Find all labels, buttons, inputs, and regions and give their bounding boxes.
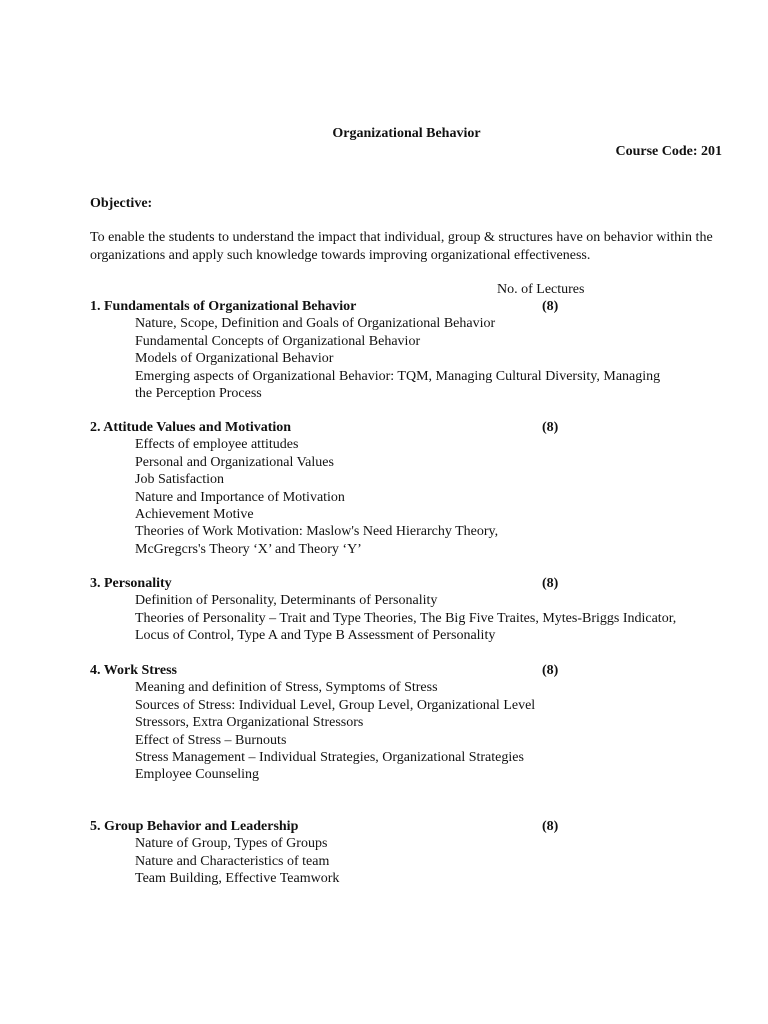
unit-lecture-count: (8) xyxy=(542,420,559,435)
unit-topic-list xyxy=(135,592,735,644)
unit-title: 3. Personality xyxy=(90,576,172,591)
objective-heading: Objective: xyxy=(90,196,153,211)
unit-topic: Nature and Importance of Motivation xyxy=(135,489,345,505)
unit-topic: Theories of Personality – Trait and Type Theories, The Big Five Traites, Mytes-Briggs Indicator, xyxy=(135,610,677,626)
unit-topic-list xyxy=(135,835,735,887)
lectures-column-header: No. of Lectures xyxy=(497,282,585,297)
unit-title: 1. Fundamentals of Organizational Behavior xyxy=(90,299,357,314)
unit-topic-list xyxy=(135,436,735,558)
unit-lecture-count: (8) xyxy=(542,663,559,678)
unit-title: 5. Group Behavior and Leadership xyxy=(90,819,299,834)
unit-topic: Meaning and definition of Stress, Symptoms of Stress xyxy=(135,680,438,696)
unit-topic: Locus of Control, Type A and Type B Assessment of Personality xyxy=(135,628,496,644)
course-code: Course Code: 201 xyxy=(615,144,722,159)
unit-title: 4. Work Stress xyxy=(90,663,177,678)
unit-topic: the Perception Process xyxy=(135,385,262,401)
unit-lecture-count: (8) xyxy=(542,819,559,834)
unit-topic: Job Satisfaction xyxy=(135,472,225,488)
unit-topic: Emerging aspects of Organizational Behavior: TQM, Managing Cultural Diversity, Managing xyxy=(135,368,661,384)
unit-topic: Effect of Stress – Burnouts xyxy=(135,732,287,748)
unit-lecture-count: (8) xyxy=(542,576,559,591)
unit-topic: Personal and Organizational Values xyxy=(135,454,334,470)
unit-topic: Employee Counseling xyxy=(135,767,260,783)
unit-topic: Sources of Stress: Individual Level, Group Level, Organizational Level xyxy=(135,697,536,713)
unit-topic: Nature, Scope, Definition and Goals of Organizational Behavior xyxy=(135,316,496,332)
objective-text: To enable the students to understand the impact that individual, group & structures have on behavior within the organizations and apply such knowledge towards improving organizational effectiveness. xyxy=(90,230,713,263)
unit-topic: McGregcrs's Theory ‘X’ and Theory ‘Y’ xyxy=(135,541,362,557)
unit-topic: Models of Organizational Behavior xyxy=(135,351,334,367)
unit-topic-list xyxy=(135,315,735,402)
unit-topic: Effects of employee attitudes xyxy=(135,437,299,453)
unit-topic: Nature of Group, Types of Groups xyxy=(135,836,328,852)
unit-topic: Theories of Work Motivation: Maslow's Need Hierarchy Theory, xyxy=(135,524,499,540)
unit-lecture-count: (8) xyxy=(542,299,559,314)
unit-topic: Team Building, Effective Teamwork xyxy=(135,871,340,887)
document-title: Organizational Behavior xyxy=(332,126,481,141)
unit-topic: Nature and Characteristics of team xyxy=(135,853,330,869)
unit-title: 2. Attitude Values and Motivation xyxy=(90,420,292,435)
unit-topic-list xyxy=(135,679,735,783)
unit-topic: Definition of Personality, Determinants of Personality xyxy=(135,593,438,609)
unit-topic: Fundamental Concepts of Organizational Behavior xyxy=(135,333,421,349)
unit-topic: Achievement Motive xyxy=(135,506,254,522)
unit-topic: Stressors, Extra Organizational Stressors xyxy=(135,715,364,731)
unit-topic: Stress Management – Individual Strategies, Organizational Strategies xyxy=(135,749,524,765)
